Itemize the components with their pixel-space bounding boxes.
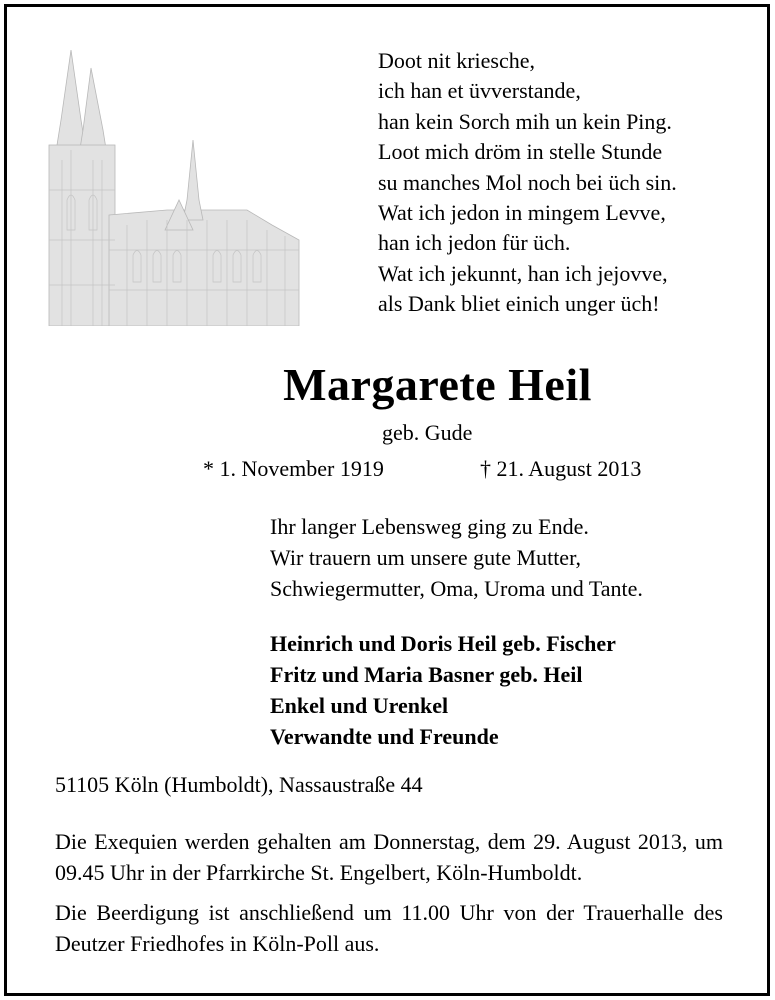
poem-line: ich han et üvverstande, [378,78,581,104]
birth-date: * 1. November 1919 [203,456,384,481]
funeral-info: Die Exequien werden gehalten am Donnerstag, dem 29. August 2013, um 09.45 Uhr in der Pfarrkirche St. Engelbert, Köln-Humboldt. [55,829,723,885]
message-line: Schwiegermutter, Oma, Uroma und Tante. [270,576,643,601]
poem-line: Loot mich dröm in stelle Stunde [378,139,663,165]
poem-line: han kein Sorch mih un kein Ping. [378,108,672,134]
message-line: Wir trauern um unsere gute Mutter, [270,545,582,570]
poem-line: Doot nit kriesche, [378,48,536,73]
poem [378,46,677,320]
mourner-line: Fritz und Maria Basner geb. Heil [270,662,583,687]
address: 51105 Köln (Humboldt), Nassaustraße 44 [55,772,423,797]
maiden-name: geb. Gude [382,420,473,445]
poem-line: Wat ich jedon in mingem Levve, [378,200,666,226]
poem-line: als Dank bliet einich unger üch! [378,291,660,317]
mourner-line: Heinrich und Doris Heil geb. Fischer [270,631,616,656]
mourners-list [270,628,616,752]
mourner-line: Verwandte und Freunde [270,724,499,749]
poem-line: su manches Mol noch bei üch sin. [378,169,677,195]
deceased-name: Margarete Heil [283,359,592,410]
message-line: Ihr langer Lebensweg ging zu Ende. [270,514,589,539]
death-date: † 21. August 2013 [480,456,642,481]
mourning-message [270,511,643,604]
burial-info: Die Beerdigung ist anschließend um 11.00 Uhr von der Trauerhalle des Deutzer Friedhofes in Köln-Poll aus. [55,900,723,956]
poem-line: Wat ich jekunnt, han ich jejovve, [378,260,668,286]
cologne-cathedral-image [47,50,303,326]
poem-line: han ich jedon für üch. [378,230,571,256]
mourner-line: Enkel und Urenkel [270,693,449,718]
